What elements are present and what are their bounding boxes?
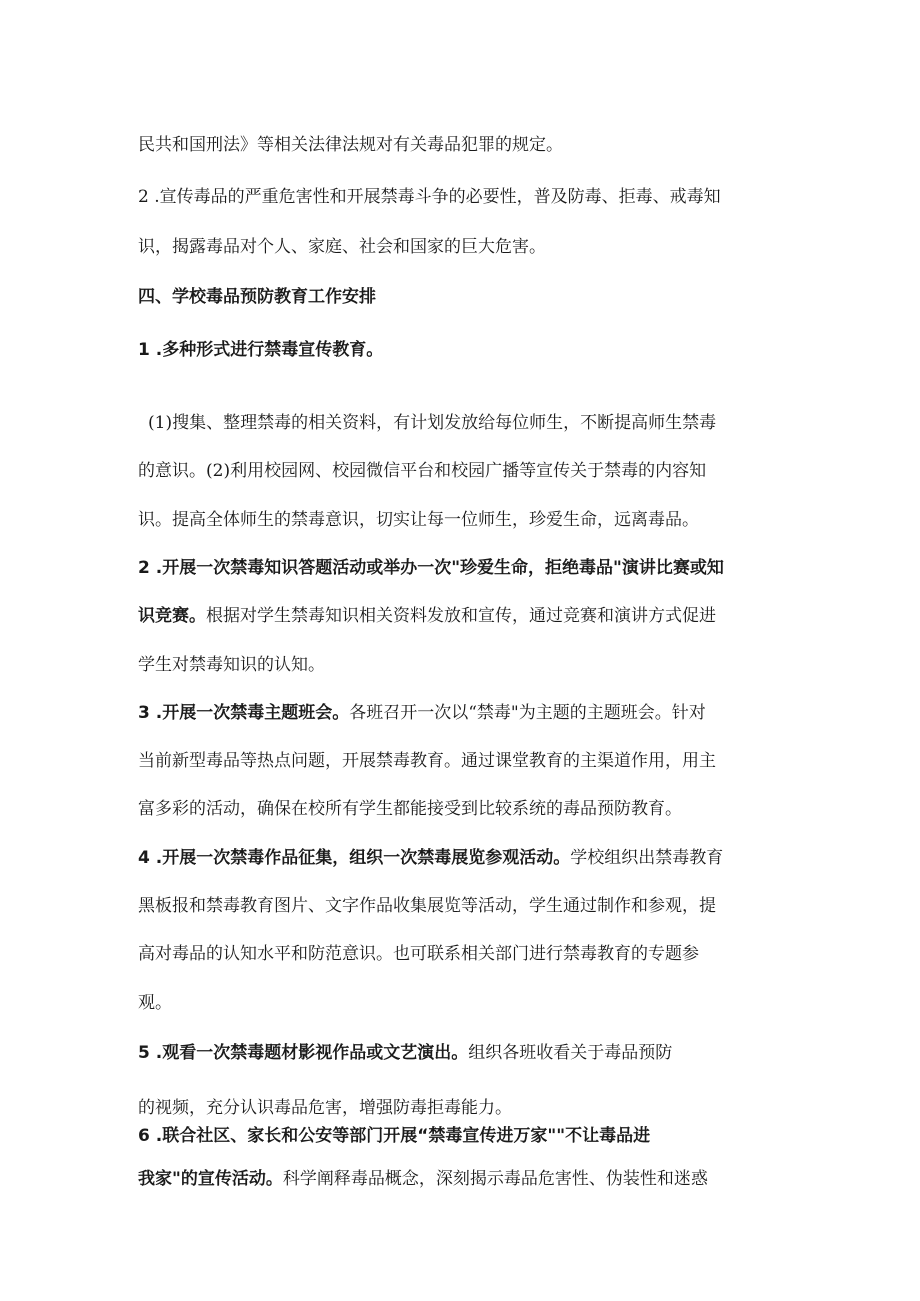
line-text: 当前新型毒品等热点问题，开展禁毒教育。通过课堂教育的主渠道作用，用主 bbox=[138, 751, 716, 771]
line-text: 的视频，充分认识毒品危害，增强防毒拒毒能力。 bbox=[138, 1098, 512, 1118]
section-heading bbox=[138, 285, 376, 309]
line-text: 富多彩的活动，确保在校所有学生都能接受到比较系统的毒品预防教育。 bbox=[138, 799, 682, 819]
line-text: 科学阐释毒品概念，深刻揭示毒品危害性、伪装性和迷惑 bbox=[282, 1169, 708, 1189]
paragraph-line bbox=[138, 1167, 708, 1191]
line-text: 识，揭露毒品对个人、家庭、社会和国家的巨大危害。 bbox=[138, 237, 546, 257]
line-text: 观。 bbox=[138, 993, 172, 1013]
paragraph-line bbox=[138, 894, 716, 918]
item-heading bbox=[138, 556, 724, 580]
paragraph-line bbox=[138, 942, 699, 966]
paragraph-line bbox=[138, 653, 325, 677]
item-heading bbox=[138, 701, 706, 725]
paragraph-line bbox=[138, 185, 721, 209]
line-text: 的意识。(2)利用校园网、校园微信平台和校园广播等宣传关于禁毒的内容知 bbox=[138, 461, 707, 481]
line-text: (1)搜集、整理禁毒的相关资料，有计划发放给每位师生，不断提高师生禁毒 bbox=[148, 413, 717, 433]
paragraph-line bbox=[138, 508, 699, 532]
item-heading bbox=[138, 1041, 672, 1065]
paragraph-line bbox=[138, 991, 172, 1015]
line-text: 学生对禁毒知识的认知。 bbox=[138, 655, 325, 675]
item-heading bbox=[138, 338, 383, 362]
paragraph-line bbox=[138, 1096, 512, 1120]
paragraph-line bbox=[138, 133, 563, 157]
heading-text: 5 .观看一次禁毒题材影视作品或文艺演出。 bbox=[138, 1043, 469, 1063]
heading-text: 四、学校毒品预防教育工作安排 bbox=[138, 287, 376, 307]
line-text: 2 .宣传毒品的严重危害性和开展禁毒斗争的必要性，普及防毒、拒毒、戒毒知 bbox=[138, 187, 721, 207]
paragraph-line bbox=[148, 411, 716, 435]
item-heading bbox=[138, 1124, 650, 1148]
heading-text: 识竞赛。 bbox=[138, 606, 206, 626]
line-text: 黑板报和禁毒教育图片、文字作品收集展览等活动，学生通过制作和参观，提 bbox=[138, 896, 716, 916]
paragraph-line bbox=[138, 797, 682, 821]
line-text: 民共和国刑法》等相关法律法规对有关毒品犯罪的规定。 bbox=[138, 135, 563, 155]
heading-text: 4 .开展一次禁毒作品征集，组织一次禁毒展览参观活动。 bbox=[138, 848, 571, 868]
paragraph-line bbox=[138, 459, 706, 483]
line-text: 各班召开一次以“禁毒"为主题的主题班会。针对 bbox=[349, 703, 706, 723]
line-text: 组织各班收看关于毒品预防 bbox=[468, 1043, 673, 1063]
paragraph-line bbox=[138, 749, 716, 773]
heading-text: 我家"的宣传活动。 bbox=[138, 1169, 283, 1189]
line-text: 识。提高全体师生的禁毒意识，切实让每一位师生，珍爱生命，远离毒品。 bbox=[138, 510, 699, 530]
paragraph-line bbox=[138, 604, 716, 628]
heading-text: 6 .联合社区、家长和公安等部门开展“禁毒宣传进万家""不让毒品进 bbox=[138, 1126, 651, 1146]
heading-text: 1 .多种形式进行禁毒宣传教育。 bbox=[138, 340, 384, 360]
paragraph-line bbox=[138, 235, 546, 259]
item-heading bbox=[138, 846, 723, 870]
line-text: 学校组织出禁毒教育 bbox=[570, 848, 724, 868]
line-text: 高对毒品的认知水平和防范意识。也可联系相关部门进行禁毒教育的专题参 bbox=[138, 944, 699, 964]
heading-text: 3 .开展一次禁毒主题班会。 bbox=[138, 703, 350, 723]
heading-text: 2 .开展一次禁毒知识答题活动或举办一次"珍爱生命，拒绝毒品"演讲比赛或知 bbox=[138, 558, 724, 578]
line-text: 根据对学生禁毒知识相关资料发放和宣传，通过竞赛和演讲方式促进 bbox=[206, 606, 716, 626]
